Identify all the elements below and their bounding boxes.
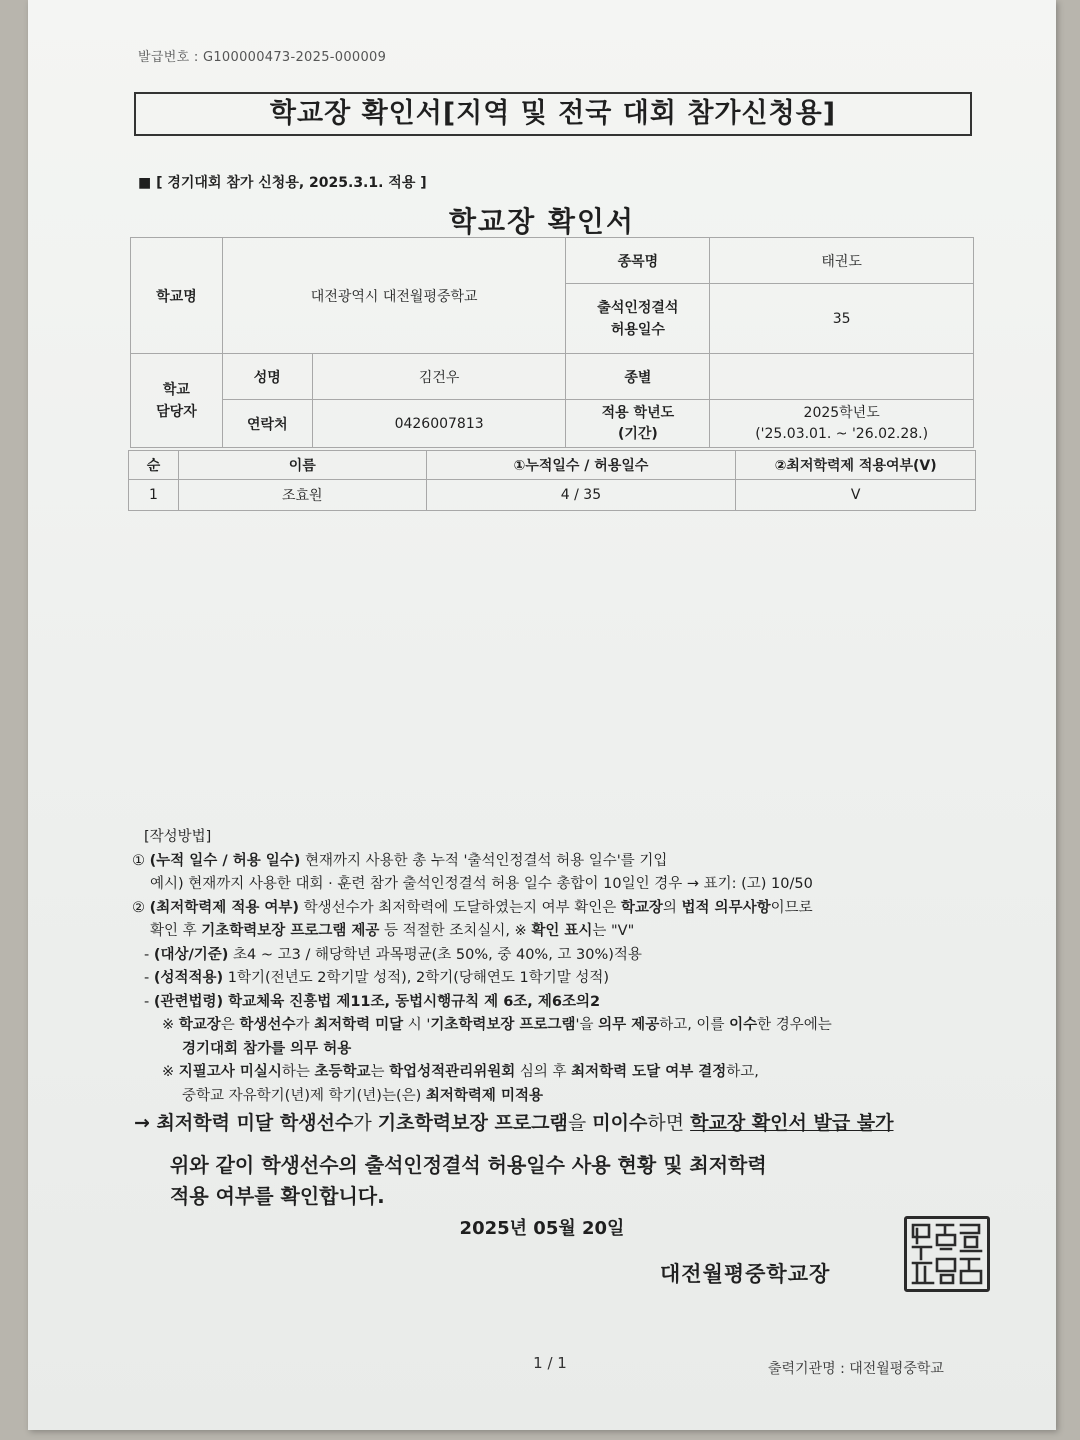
staff-label-line2: 담당자 (156, 403, 197, 420)
issue-number: 발급번호 : G100000473-2025-000009 (138, 50, 387, 65)
row-name: 조효원 (178, 480, 426, 511)
guide-line: ※ 지필고사 미실시하는 초등학교는 학업성적관리위원회 심의 후 최저학력 도달 여부 결정하고, (162, 1064, 759, 1080)
contact-label: 연락처 (222, 400, 312, 448)
event-value: 태권도 (710, 238, 974, 284)
guide-line: ② (최저학력제 적용 여부) 학생선수가 최저학력에 도달하였는지 여부 확인은 학교장의 법적 의무사항이므로 (132, 899, 813, 916)
guide-line: - (관련법령) 학교체육 진흥법 제11조, 동법시행규칙 제 6조, 제6조의2 (144, 993, 601, 1010)
table-row (129, 480, 976, 511)
event-label: 종목명 (566, 238, 710, 284)
school-year-value (710, 400, 974, 448)
guide-line: ① (누적 일수 / 허용 일수) 현재까지 사용한 총 누적 '출석인정결석 허용 일수'를 기입 (132, 852, 668, 869)
absence-days-label (566, 284, 710, 354)
school-year-label (566, 400, 710, 448)
final-note: → 최저학력 미달 학생선수가 기초학력보장 프로그램을 미이수하면 학교장 확인서 발급 불가 (134, 1112, 894, 1134)
school-year-value-line1: 2025학년도 (803, 404, 880, 421)
col-header-no: 순 (129, 451, 179, 480)
document-header-title: 학교장 확인서[지역 및 전국 대회 참가신청용] (134, 92, 972, 136)
principal-signature: 대전월평중학교장 (660, 1262, 831, 1286)
name-value: 김건우 (312, 354, 566, 400)
col-header-name: 이름 (178, 451, 426, 480)
official-seal (904, 1216, 990, 1292)
guide-line: ※ 학교장은 학생선수가 최저학력 미달 시 '기초학력보장 프로그램'을 의무 제공하고, 이를 이수한 경우에는 (162, 1017, 832, 1033)
school-year-value-line2: ('25.03.01. ~ '26.02.28.) (755, 425, 929, 442)
confirmation-text (170, 1150, 767, 1212)
type-value (710, 354, 974, 400)
school-year-label-line2: (기간) (617, 425, 658, 442)
student-list-table (128, 450, 976, 511)
issue-date: 2025년 05월 20일 (459, 1218, 625, 1239)
absence-days-label-line2: 허용일수 (610, 321, 665, 338)
type-label: 종별 (566, 354, 710, 400)
staff-label (131, 354, 223, 448)
guide-line: 경기대회 참가를 의무 허용 (182, 1040, 352, 1057)
document-title: 학교장 확인서 (448, 205, 636, 238)
absence-days-value: 35 (710, 284, 974, 354)
guide-line: 확인 후 기초학력보장 프로그램 제공 등 적절한 조치실시, ※ 확인 표시는 "V" (150, 923, 635, 939)
section-tag: ■ [ 경기대회 참가 신청용, 2025.3.1. 적용 ] (138, 175, 427, 191)
col-header-check: ②최저학력제 적용여부(V) (736, 451, 976, 480)
guide-heading: [작성방법] (144, 829, 212, 845)
school-year-label-line1: 적용 학년도 (601, 404, 675, 421)
absence-days-label-line1: 출석인정결석 (597, 299, 679, 316)
page-number: 1 / 1 (533, 1354, 567, 1372)
school-value: 대전광역시 대전월평중학교 (222, 238, 566, 354)
guide-line: - (대상/기준) 초4 ~ 고3 / 해당학년 과목평균(초 50%, 중 40%, 고 30%)적용 (144, 946, 642, 963)
guide-line: 예시) 현재까지 사용한 대회 · 훈련 참가 출석인정결석 허용 일수 총합이 10일인 경우 → 표기: (고) 10/50 (150, 876, 813, 892)
guide-line: 중학교 자유학기(년)제 학기(년)는(은) 최저학력제 미적용 (182, 1087, 543, 1104)
col-header-days: ①누적일수 / 허용일수 (426, 451, 736, 480)
row-no: 1 (129, 480, 179, 511)
info-table (130, 237, 974, 448)
document-page (28, 0, 1056, 1430)
contact-value: 0426007813 (312, 400, 566, 448)
row-days: 4 / 35 (426, 480, 736, 511)
issuing-institution: 출력기관명 : 대전월평중학교 (768, 1361, 944, 1377)
staff-label-line1: 학교 (162, 381, 190, 398)
row-check: V (736, 480, 976, 511)
seal-glyph-pattern (907, 1219, 987, 1289)
guide-line: - (성적적용) 1학기(전년도 2학기말 성적), 2학기(당해연도 1학기말 성적) (144, 970, 610, 986)
confirmation-line1: 위와 같이 학생선수의 출석인정결석 허용일수 사용 현황 및 최저학력 (170, 1153, 767, 1177)
writing-guide (132, 826, 992, 1108)
confirmation-line2: 적용 여부를 확인합니다. (170, 1184, 385, 1208)
school-label: 학교명 (131, 238, 223, 354)
name-label: 성명 (222, 354, 312, 400)
